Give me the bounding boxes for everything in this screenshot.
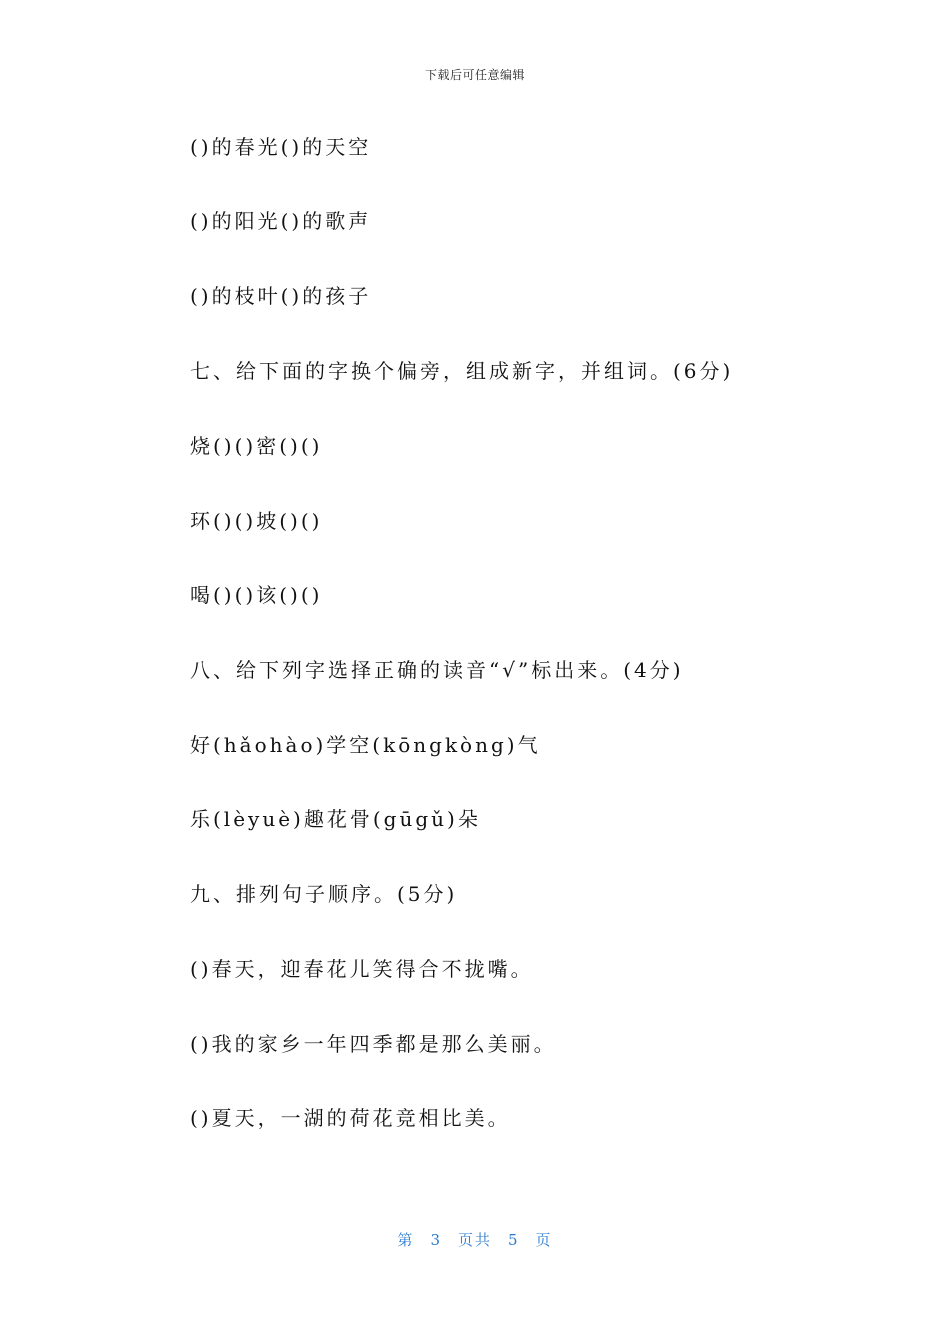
footer-total-pages: 5 — [508, 1231, 520, 1249]
text-line-9: 好(hǎohào)学空(kōngkòng)气 — [190, 733, 541, 757]
footer-middle: 页共 — [457, 1231, 492, 1249]
text-line-3: ()的枝叶()的孩子 — [190, 284, 372, 308]
footer-suffix: 页 — [535, 1231, 553, 1249]
section-heading-8: 八、给下列字选择正确的读音“√”标出来。(4分) — [190, 658, 684, 682]
text-line-2: ()的阳光()的歌声 — [190, 209, 372, 233]
text-line-10: 乐(lèyuè)趣花骨(gūgǔ)朵 — [190, 807, 481, 831]
footer-current-page: 3 — [430, 1231, 442, 1249]
text-line-13: ()我的家乡一年四季都是那么美丽。 — [190, 1032, 557, 1056]
page-header-note: 下载后可任意编辑 — [424, 68, 525, 82]
text-line-5: 烧()()密()() — [190, 434, 323, 458]
text-line-7: 喝()()该()() — [190, 583, 323, 607]
text-line-6: 环()()坡()() — [190, 509, 323, 533]
section-heading-7: 七、给下面的字换个偏旁，组成新字，并组词。(6分) — [190, 359, 734, 383]
text-line-12: ()春天，迎春花儿笑得合不拢嘴。 — [190, 957, 534, 981]
footer-prefix: 第 — [397, 1231, 415, 1249]
text-line-14: ()夏天，一湖的荷花竞相比美。 — [190, 1106, 511, 1130]
section-heading-9: 九、排列句子顺序。(5分) — [190, 882, 458, 906]
text-line-1: ()的春光()的天空 — [190, 135, 372, 159]
page-footer — [0, 1229, 950, 1250]
